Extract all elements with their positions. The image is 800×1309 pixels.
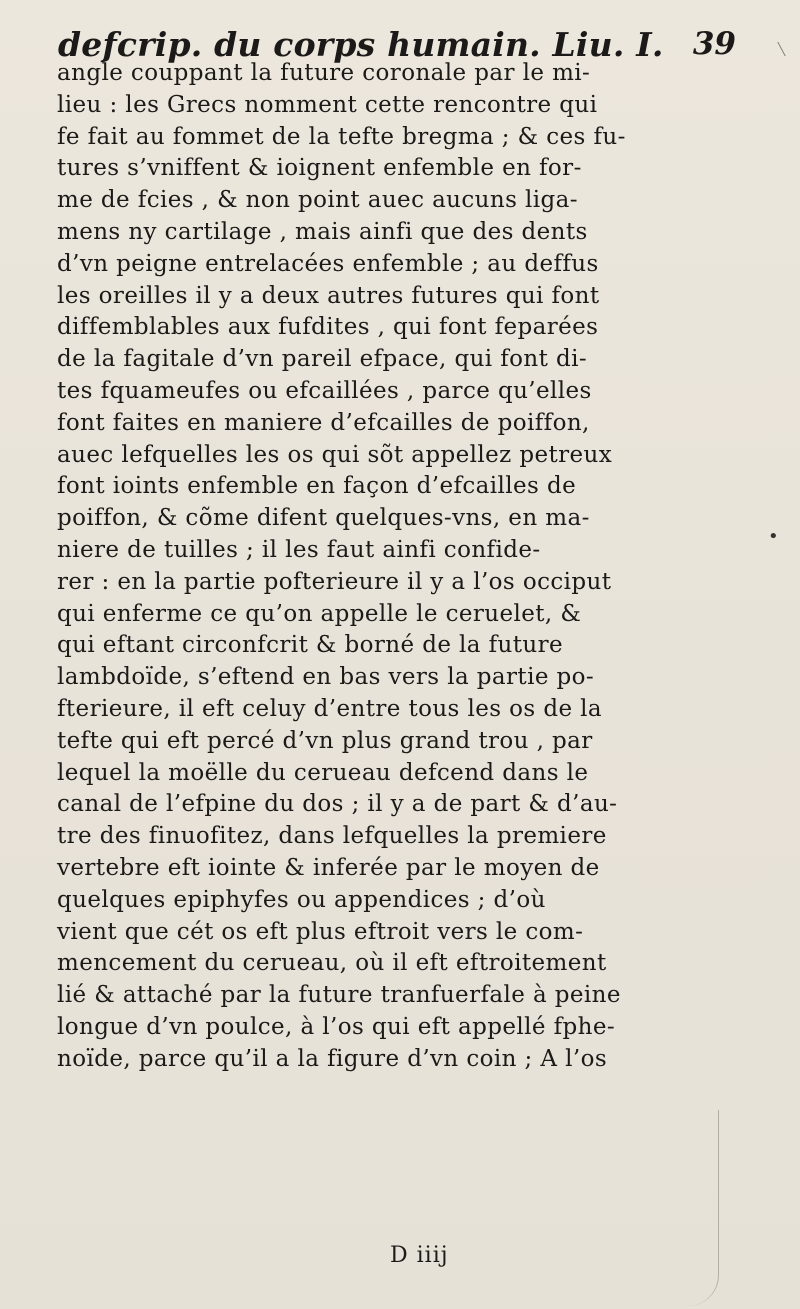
text-line: noïde, parce qu’il a la figure d’vn coin ; A l’os (57, 1045, 608, 1072)
text-line: mens ny cartilage , mais ainfi que des dents (57, 218, 588, 245)
text-line: quelques epiphyfes ou appendices ; d’où (57, 886, 546, 913)
text-line: longue d’vn poulce, à l’os qui eft appellé fphe- (57, 1013, 616, 1040)
text-line: vient que cét os eft plus eftroit vers le com- (57, 918, 584, 945)
text-line: diffemblables aux fufdites , qui font feparées (57, 314, 599, 341)
text-line: vertebre eft iointe & inferée par le moyen de (57, 854, 600, 881)
text-line: qui eftant circonfcrit & borné de la future (57, 632, 564, 659)
text-line: d’vn peigne entrelacées enfemble ; au deffus (57, 250, 599, 277)
text-line: de la fagitale d’vn pareil efpace, qui font di- (57, 346, 588, 373)
text-line: angle couppant la future coronale par le mi- (57, 60, 591, 86)
text-line: font faites en maniere d’efcailles de poiffon, (57, 409, 590, 436)
text-line: mencement du cerueau, où il eft eftroitement (57, 950, 607, 977)
text-line: font ioints enfemble en façon d’efcailles de (57, 473, 577, 500)
running-head: defcrip. du corps humain. Liu. I. (58, 24, 664, 64)
text-line: tes fquameufes ou efcaillées , parce qu’elles (57, 377, 592, 404)
signature-mark: D iiij (390, 1243, 449, 1268)
text-line: rer : en la partie pofterieure il y a l’os occiput (57, 568, 612, 595)
text-line: lequel la moëlle du cerueau defcend dans le (57, 759, 589, 786)
text-line: fterieure, il eft celuy d’entre tous les os de la (57, 695, 603, 722)
text-line: poiffon, & cõme difent quelques-vns, en ma- (57, 505, 590, 532)
text-line: me de fcies , & non point auec aucuns liga- (57, 187, 578, 214)
text-line: tures s’vniffent & ioignent enfemble en for- (57, 155, 582, 182)
text-line: auec lefquelles les os qui sõt appellez petreux (57, 441, 613, 468)
ink-speck: • (768, 526, 779, 547)
page-number: 39 (692, 26, 736, 62)
page-edge-shadow (688, 1110, 719, 1306)
text-line: tre des finuofitez, dans lefquelles la premiere (57, 823, 607, 850)
text-line: qui enferme ce qu’on appelle le ceruelet, & (57, 600, 582, 627)
text-line: lié & attaché par la future tranfuerfale à peine (57, 982, 621, 1009)
text-line: tefte qui eft percé d’vn plus grand trou , par (57, 727, 593, 754)
text-line: lieu : les Grecs nomment cette rencontre qui (57, 91, 598, 118)
text-line: niere de tuilles ; il les faut ainfi confide- (57, 536, 541, 563)
text-line: les oreilles il y a deux autres futures qui font (57, 282, 600, 309)
margin-mark (771, 42, 785, 56)
body-text (57, 58, 742, 1076)
text-line: fe fait au fommet de la tefte bregma ; & ces fu- (57, 123, 626, 150)
text-line: canal de l’efpine du dos ; il y a de part & d’au- (57, 791, 618, 818)
text-line: lambdoïde, s’eftend en bas vers la partie po- (57, 664, 595, 691)
